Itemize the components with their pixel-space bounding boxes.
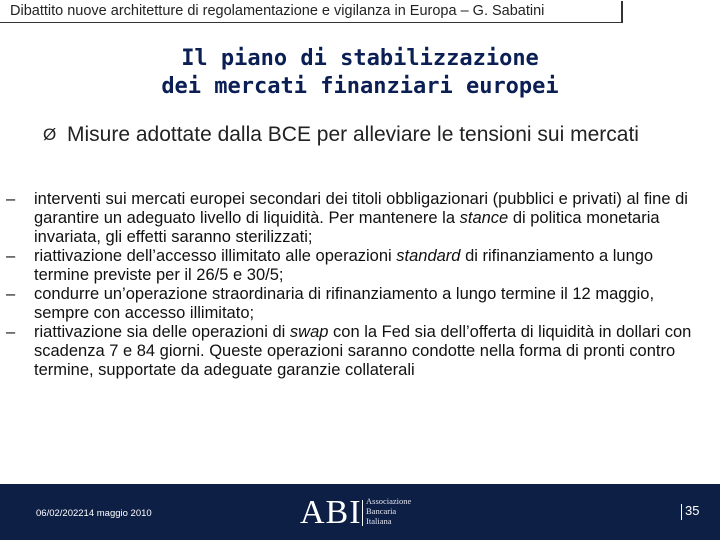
header-bar: [621, 1, 623, 23]
logo-wordmark: ABI: [300, 494, 362, 531]
bullet-text: riattivazione sia delle operazioni di: [34, 323, 290, 341]
dash-bullet-icon: –: [6, 190, 16, 208]
dash-bullet-icon: –: [6, 323, 16, 341]
dash-bullet-icon: –: [6, 247, 16, 265]
bullet-text: di politica monetaria invariata, gli effetti saranno sterilizzati;: [34, 209, 660, 246]
logo-subtitle-line: Bancaria: [366, 506, 397, 516]
title-line-2: dei mercati finanziari europei: [161, 74, 559, 99]
page-number: 35: [685, 503, 700, 518]
bullet-text: interventi sui mercati europei secondari dei titoli obbligazionari (pubblici e privati) al fine di garantire un adeguato livello di liquidità. Per mantenere la: [34, 190, 688, 227]
logo-subtitle-line: Associazione: [366, 496, 412, 506]
bullet-italic-term: stance: [459, 209, 509, 227]
header-text: Dibattito nuove architetture di regolamentazione e vigilanza in Europa – G. Sabatini: [10, 3, 545, 19]
footer-date: 06/02/202214 maggio 2010: [36, 508, 152, 519]
slide-title: [0, 45, 720, 101]
bullet-item-2: [0, 247, 700, 285]
bullet-text: di rifinanziamento a lungo termine previste per il 26/5 e 30/5;: [34, 247, 654, 284]
bullet-italic-term: swap: [289, 323, 329, 341]
subheading-text: Misure adottate dalla BCE per alleviare le tensioni sui mercati: [67, 123, 639, 146]
header-rule: [0, 22, 622, 23]
logo-subtitle: [366, 496, 411, 526]
page-number-bar: [681, 504, 682, 520]
logo-subtitle-line: Italiana: [366, 516, 392, 526]
bullet-list: [0, 190, 700, 380]
title-line-1: Il piano di stabilizzazione: [181, 46, 539, 71]
bullet-item-3: [0, 285, 700, 323]
bullet-item-1: [0, 190, 700, 247]
bullet-item-4: [0, 323, 700, 380]
bullet-text: riattivazione dell’accesso illimitato alle operazioni: [34, 247, 397, 265]
bullet-italic-term: standard: [396, 247, 461, 265]
bullet-text: con la Fed sia dell’offerta di liquidità in dollari con scadenza 7 e 84 giorni. Queste operazioni saranno condotte nella forma di pronti contro termine, supportate da adeguate garanzie collaterali: [34, 323, 692, 379]
bullet-text: condurre un’operazione straordinaria di rifinanziamento a lungo termine il 12 maggio, sempre con accesso illimitato;: [34, 285, 655, 322]
logo-divider: [362, 500, 363, 526]
slide-footer: [0, 484, 720, 540]
abi-logo: [300, 494, 440, 534]
dash-bullet-icon: –: [6, 285, 16, 303]
slide-header: [0, 0, 720, 26]
arrow-bullet-icon: Ø: [43, 125, 57, 144]
